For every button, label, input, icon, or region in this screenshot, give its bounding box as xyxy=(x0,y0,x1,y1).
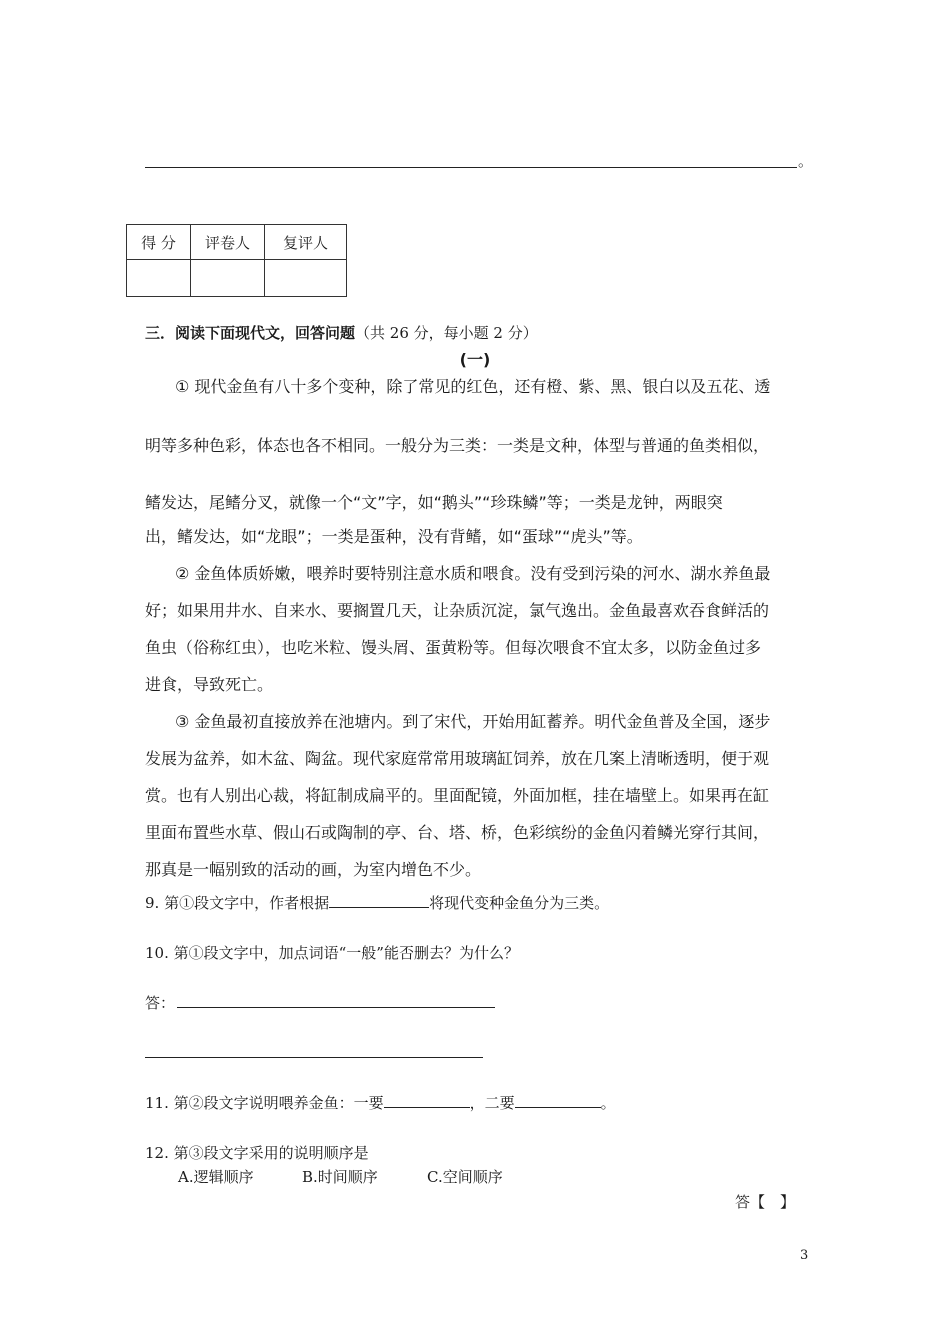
passage-line: 鱼虫（俗称红虫），也吃米粒、馒头屑、蛋黄粉等。但每次喂食不宜太多，以防金鱼过多 xyxy=(145,638,762,657)
passage-line: 明等多种色彩，体态也各不相同。一般分为三类：一类是文种，体型与普通的鱼类相似， xyxy=(145,436,770,455)
passage-line: 发展为盆养，如木盆、陶盆。现代家庭常常用玻璃缸饲养，放在几案上清晰透明，便于观 xyxy=(145,749,770,768)
passage-line: ② 金鱼体质娇嫩，喂养时要特别注意水质和喂食。没有受到污染的河水、湖水养鱼最 xyxy=(175,564,771,583)
passage-line: ③ 金鱼最初直接放养在池塘内。到了宋代，开始用缸蓄养。明代金鱼普及全国，逐步 xyxy=(175,712,771,731)
q9-blank[interactable] xyxy=(329,893,429,908)
reviewer-header: 复评人 xyxy=(265,225,347,260)
score-header: 得 分 xyxy=(127,225,191,260)
question-9: 9. 第①段文字中，作者根据 将现代变种金鱼分为三类。 xyxy=(145,894,610,912)
question-10: 10. 第①段文字中，加点词语“一般”能否删去？为什么？ xyxy=(145,944,519,962)
answer-line[interactable] xyxy=(177,1007,495,1008)
period-mark: 。 xyxy=(798,152,814,170)
passage-line: 好；如果用井水、自来水、要搁置几天，让杂质沉淀，氯气逸出。金鱼最喜欢吞食鲜活的 xyxy=(145,601,770,620)
passage-line: 里面布置些水草、假山石或陶制的亭、台、塔、桥，色彩缤纷的金鱼闪着鳞光穿行其间， xyxy=(145,823,770,842)
grader-cell[interactable] xyxy=(191,260,265,297)
section-points: （共 26 分，每小题 2 分） xyxy=(355,324,538,342)
reviewer-cell[interactable] xyxy=(265,260,347,297)
passage-line: ① 现代金鱼有八十多个变种，除了常见的红色，还有橙、紫、黑、银白以及五花、透 xyxy=(175,377,771,396)
passage-line: 那真是一幅别致的活动的画，为室内增色不少。 xyxy=(145,860,482,879)
section-title: 三．阅读下面现代文，回答问题（共 26 分，每小题 2 分） xyxy=(145,324,538,342)
part-label: (一) xyxy=(459,350,491,369)
passage-line: 赏。也有人别出心裁，将缸制成扁平的。里面配镜，外面加框，挂在墙壁上。如果再在缸 xyxy=(145,786,770,805)
answer-label: 答： xyxy=(145,994,176,1012)
answer-line[interactable] xyxy=(145,1057,483,1058)
q11-blank-2[interactable] xyxy=(515,1093,601,1108)
option-a[interactable]: A.逻辑顺序 xyxy=(178,1168,254,1186)
passage-line: 进食，导致死亡。 xyxy=(145,675,274,694)
passage-line: 鳍发达，尾鳍分叉，就像一个“文”字，如“鹅头”“珍珠鳞”等；一类是龙钟，两眼突 xyxy=(145,493,723,512)
score-table xyxy=(126,224,347,297)
question-11: 11. 第②段文字说明喂养金鱼：一要 ，二要 。 xyxy=(145,1094,616,1112)
option-c[interactable]: C.空间顺序 xyxy=(427,1168,503,1186)
passage-line: 出，鳍发达，如“龙眼”；一类是蛋种，没有背鳍，如“蛋球”“虎头”等。 xyxy=(145,527,643,546)
answer-line-top xyxy=(145,167,797,168)
grader-header: 评卷人 xyxy=(191,225,265,260)
score-cell[interactable] xyxy=(127,260,191,297)
q11-blank-1[interactable] xyxy=(384,1093,470,1108)
page-number: 3 xyxy=(800,1248,809,1263)
question-12: 12. 第③段文字采用的说明顺序是 xyxy=(145,1144,369,1162)
option-b[interactable]: B.时间顺序 xyxy=(302,1168,378,1186)
answer-bracket[interactable]: 答【 】 xyxy=(735,1193,796,1211)
